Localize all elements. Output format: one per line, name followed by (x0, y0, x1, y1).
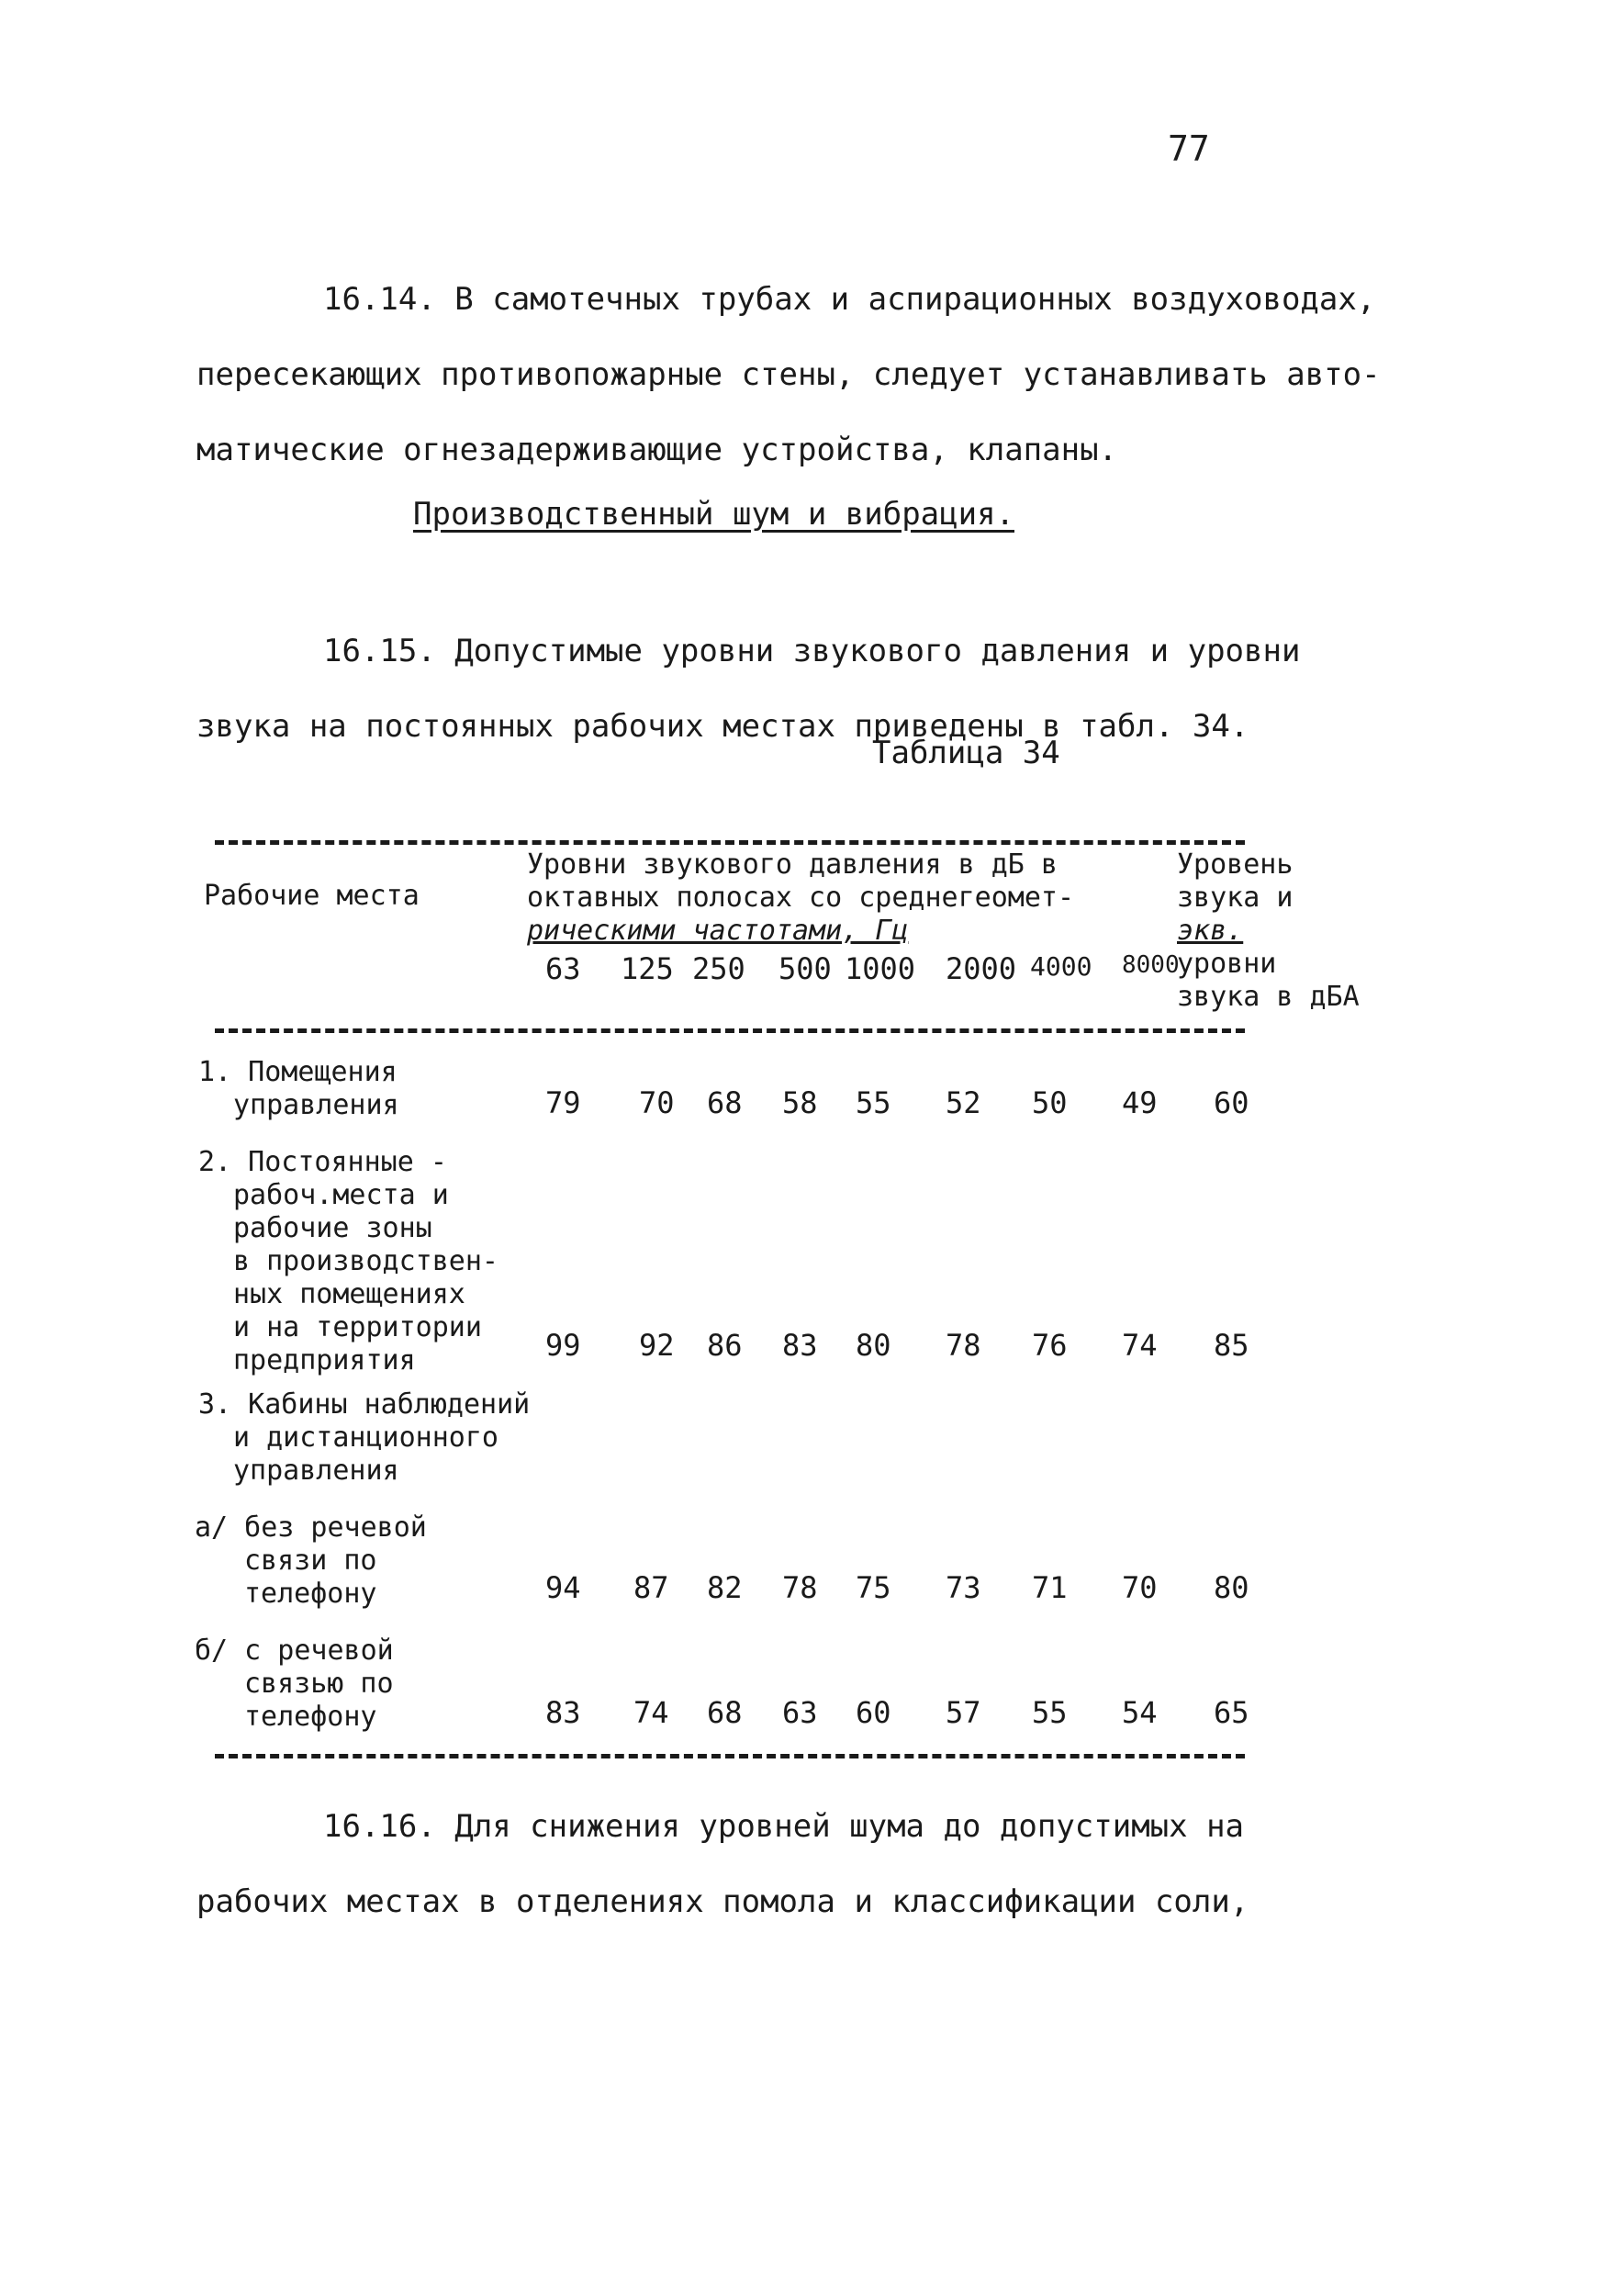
table-caption: Таблица 34 (872, 735, 1060, 771)
table-cell: 65 (1214, 1695, 1249, 1730)
table-cell: 71 (1032, 1570, 1068, 1605)
table-cell: 68 (707, 1695, 743, 1730)
header-total (1177, 848, 1360, 1014)
row-label-line: управления (233, 1455, 399, 1487)
freq-4000: 4000 (1030, 951, 1092, 982)
paragraph-line: 16.16. Для снижения уровней шума до допустимых на (323, 1808, 1245, 1845)
table-cell: 80 (856, 1328, 891, 1363)
table-cell: 82 (707, 1570, 743, 1605)
row-label-line: управления (233, 1089, 399, 1121)
row-label (198, 1146, 498, 1377)
header-levels-line: октавных полосах со среднегеомет- (527, 882, 1075, 914)
table-cell: 75 (856, 1570, 891, 1605)
row-label (198, 1388, 530, 1488)
row-label-line: рабочие зоны (233, 1212, 432, 1244)
row-label-line: предприятия (233, 1344, 416, 1376)
header-total-line: экв. (1177, 915, 1244, 947)
paragraph-line: 16.15. Допустимые уровни звукового давления и уровни (323, 633, 1301, 669)
row-label-line: б/ с речевой (195, 1635, 394, 1667)
header-levels-line: рическими частотами, Гц (527, 915, 909, 947)
row-label-line: 1. Помещения (198, 1056, 398, 1088)
row-label-line: 3. Кабины наблюдений (198, 1388, 531, 1421)
row-label (195, 1635, 394, 1734)
table-cell: 50 (1032, 1085, 1068, 1120)
table-cell: 87 (633, 1570, 669, 1605)
row-label-line: ных помещениях (233, 1278, 465, 1310)
paragraph-line: матические огнезадерживающие устройства, клапаны. (196, 432, 1118, 468)
table-bottom-rule (215, 1754, 1245, 1758)
row-label-line: телефону (244, 1578, 377, 1610)
table-cell: 73 (946, 1570, 981, 1605)
row-label (195, 1511, 427, 1611)
freq-1000: 1000 (845, 951, 916, 986)
table-header-rule (215, 1028, 1245, 1033)
header-total-line: звука в дБА (1177, 981, 1360, 1013)
table-cell: 83 (782, 1328, 818, 1363)
row-label-line: 2. Постоянные - (198, 1146, 447, 1178)
paragraph-16-16 (196, 1789, 1408, 1939)
table-cell: 49 (1122, 1085, 1158, 1120)
table-cell: 74 (1122, 1328, 1158, 1363)
table-cell: 57 (946, 1695, 981, 1730)
paragraph-line: пересекающих противопожарные стены, следует устанавливать авто- (196, 356, 1381, 393)
row-label-line: и дистанционного (233, 1421, 498, 1454)
table-cell: 83 (545, 1695, 581, 1730)
table-cell: 79 (545, 1085, 581, 1120)
section-title: Производственный шум и вибрация. (413, 496, 1015, 533)
freq-125: 125 (621, 951, 674, 986)
table-cell: 70 (1122, 1570, 1158, 1605)
table-cell: 74 (633, 1695, 669, 1730)
table-cell: 70 (639, 1085, 675, 1120)
table-top-rule (215, 840, 1245, 845)
table-cell: 55 (1032, 1695, 1068, 1730)
table-cell: 92 (639, 1328, 675, 1363)
header-total-line: уровни (1177, 948, 1277, 980)
table-cell: 55 (856, 1085, 891, 1120)
table-cell: 85 (1214, 1328, 1249, 1363)
freq-8000: 8000 (1122, 951, 1180, 979)
header-total-line: звука и (1177, 882, 1294, 914)
paragraph-line: рабочих местах в отделениях помола и классификации соли, (196, 1883, 1249, 1920)
table-cell: 68 (707, 1085, 743, 1120)
freq-500: 500 (778, 951, 832, 986)
table-cell: 63 (782, 1695, 818, 1730)
table-cell: 52 (946, 1085, 981, 1120)
table-cell: 60 (856, 1695, 891, 1730)
table-cell: 54 (1122, 1695, 1158, 1730)
row-label-line: связью по (244, 1668, 394, 1700)
table-cell: 94 (545, 1570, 581, 1605)
table-cell: 78 (946, 1328, 981, 1363)
header-levels (527, 848, 1074, 948)
row-label-line: связи по (244, 1545, 377, 1577)
page-number: 77 (1168, 129, 1210, 169)
paragraph-16-14 (196, 262, 1408, 488)
table-cell: 78 (782, 1570, 818, 1605)
paragraph-line: звука на постоянных рабочих местах приведены в табл. 34. (196, 708, 1249, 745)
table-cell: 80 (1214, 1570, 1249, 1605)
row-label-line: рабоч.места и (233, 1179, 449, 1211)
row-label (198, 1056, 399, 1122)
row-label-line: телефону (244, 1701, 377, 1733)
freq-63: 63 (545, 951, 581, 986)
row-label-line: а/ без речевой (195, 1511, 427, 1544)
freq-250: 250 (692, 951, 745, 986)
paragraph-line: 16.14. В самотечных трубах и аспирационных воздуховодах, (323, 281, 1376, 318)
table-cell: 76 (1032, 1328, 1068, 1363)
header-total-line: Уровень (1177, 848, 1294, 881)
header-levels-line: Уровни звукового давления в дБ в (527, 848, 1058, 881)
table-cell: 58 (782, 1085, 818, 1120)
freq-2000: 2000 (946, 951, 1017, 986)
row-label-line: и на территории (233, 1311, 482, 1343)
table-cell: 86 (707, 1328, 743, 1363)
paragraph-16-15 (196, 613, 1408, 764)
table-cell: 99 (545, 1328, 581, 1363)
row-label-line: в производствен- (233, 1245, 498, 1277)
header-workplaces: Рабочие места (204, 880, 420, 912)
table-cell: 60 (1214, 1085, 1249, 1120)
